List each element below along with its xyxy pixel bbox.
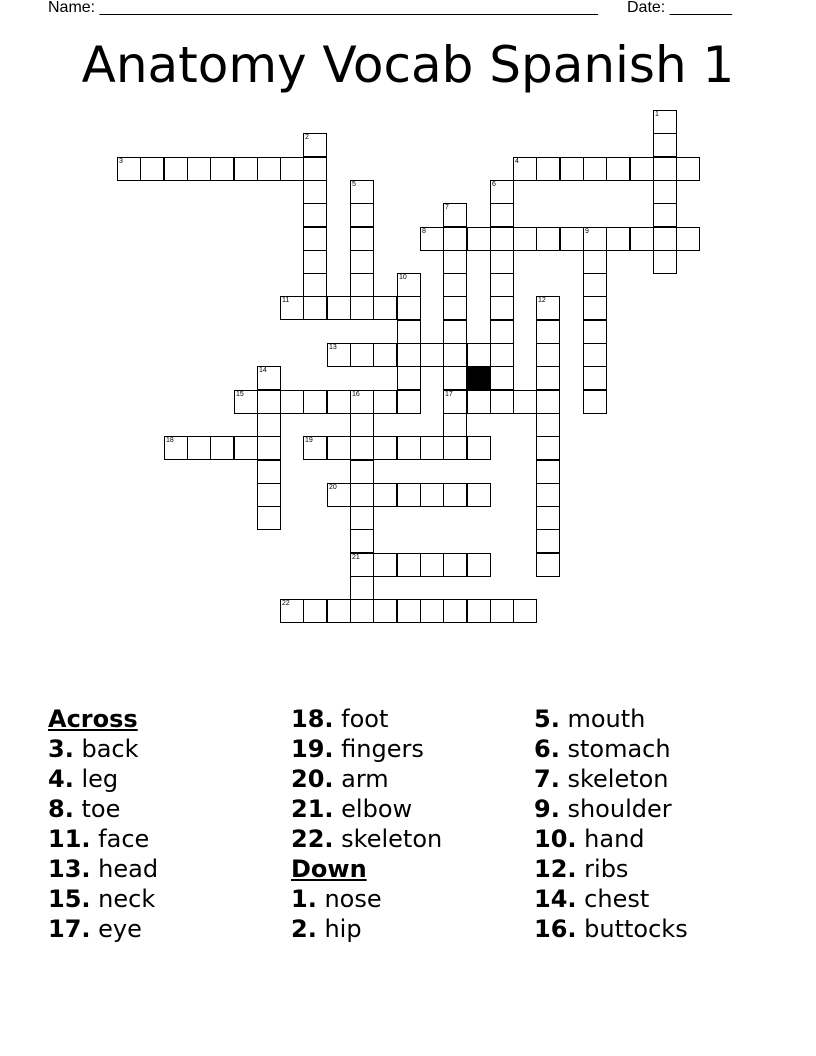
- crossword-cell[interactable]: [513, 227, 537, 251]
- crossword-cell[interactable]: [397, 273, 421, 297]
- crossword-cell[interactable]: [350, 203, 374, 227]
- crossword-cell[interactable]: [583, 273, 607, 297]
- crossword-cell[interactable]: [536, 436, 560, 460]
- crossword-cell[interactable]: [303, 227, 327, 251]
- crossword-cell[interactable]: [164, 157, 188, 181]
- crossword-cell[interactable]: [303, 157, 327, 181]
- clue-text: eye: [98, 915, 142, 943]
- crossword-cell[interactable]: [653, 203, 677, 227]
- crossword-cell[interactable]: [536, 320, 560, 344]
- crossword-cell[interactable]: [257, 157, 281, 181]
- crossword-cell[interactable]: [257, 413, 281, 437]
- crossword-cell[interactable]: [303, 180, 327, 204]
- crossword-cell[interactable]: [350, 553, 374, 577]
- clue-number: 7.: [534, 765, 560, 793]
- crossword-cell[interactable]: [327, 436, 351, 460]
- crossword-cell[interactable]: [467, 553, 491, 577]
- crossword-cell[interactable]: [117, 157, 141, 181]
- crossword-cell[interactable]: [257, 460, 281, 484]
- name-line: Name: ________________________________________________________: [48, 0, 598, 16]
- crossword-cell[interactable]: [257, 483, 281, 507]
- crossword-cell[interactable]: [373, 343, 397, 367]
- crossword-cell[interactable]: [397, 483, 421, 507]
- crossword-cell[interactable]: [653, 157, 677, 181]
- crossword-cell[interactable]: [467, 483, 491, 507]
- crossword-cell[interactable]: [630, 227, 654, 251]
- cell-number: 14: [259, 367, 267, 374]
- crossword-cell[interactable]: [536, 227, 560, 251]
- crossword-cell[interactable]: [350, 483, 374, 507]
- crossword-cell[interactable]: [467, 343, 491, 367]
- crossword-cell[interactable]: [490, 203, 514, 227]
- crossword-cell[interactable]: [653, 227, 677, 251]
- crossword-cell[interactable]: [490, 250, 514, 274]
- clue-section-heading: Down: [291, 855, 367, 883]
- clue-number: 3.: [48, 735, 74, 763]
- crossword-cell[interactable]: [234, 157, 258, 181]
- crossword-cell[interactable]: [606, 227, 630, 251]
- crossword-cell[interactable]: [373, 553, 397, 577]
- clue-item: [534, 704, 774, 734]
- crossword-cell[interactable]: [536, 157, 560, 181]
- crossword-cell[interactable]: [373, 390, 397, 414]
- clue-number: 19.: [291, 735, 334, 763]
- crossword-cell[interactable]: [350, 250, 374, 274]
- cell-number: 1: [655, 111, 659, 118]
- cell-number: 12: [538, 297, 546, 304]
- crossword-cell[interactable]: [350, 506, 374, 530]
- crossword-cell[interactable]: [350, 576, 374, 600]
- crossword-cell[interactable]: [467, 227, 491, 251]
- clue-item: [291, 704, 531, 734]
- clue-number: 1.: [291, 885, 317, 913]
- crossword-cell[interactable]: [490, 320, 514, 344]
- crossword-cell[interactable]: [327, 390, 351, 414]
- crossword-cell[interactable]: [583, 227, 607, 251]
- clue-text: buttocks: [584, 915, 688, 943]
- crossword-cell[interactable]: [513, 390, 537, 414]
- cell-number: 3: [119, 158, 123, 165]
- crossword-cell[interactable]: [490, 343, 514, 367]
- crossword-cell[interactable]: [490, 599, 514, 623]
- cell-number: 7: [445, 204, 449, 211]
- clue-text: skeleton: [341, 825, 443, 853]
- crossword-cell[interactable]: [490, 366, 514, 390]
- clue-text: face: [98, 825, 150, 853]
- cell-number: 4: [515, 158, 519, 165]
- crossword-cell[interactable]: [443, 599, 467, 623]
- crossword-cell[interactable]: [303, 133, 327, 157]
- crossword-cell[interactable]: [536, 506, 560, 530]
- clue-item: [291, 884, 531, 914]
- crossword-cell[interactable]: [397, 366, 421, 390]
- clue-text: ribs: [584, 855, 629, 883]
- crossword-cell[interactable]: [513, 599, 537, 623]
- crossword-cell[interactable]: [490, 296, 514, 320]
- cell-number: 5: [352, 181, 356, 188]
- clue-number: 6.: [534, 735, 560, 763]
- crossword-cell[interactable]: [443, 273, 467, 297]
- crossword-cell[interactable]: [467, 599, 491, 623]
- clue-item: [48, 734, 288, 764]
- crossword-cell[interactable]: [420, 599, 444, 623]
- clue-text: hip: [324, 915, 362, 943]
- crossword-cell[interactable]: [560, 157, 584, 181]
- clue-item: [291, 794, 531, 824]
- crossword-cell[interactable]: [443, 413, 467, 437]
- crossword-cell[interactable]: [350, 273, 374, 297]
- crossword-cell[interactable]: [397, 320, 421, 344]
- crossword-cell[interactable]: [257, 436, 281, 460]
- crossword-cell[interactable]: [140, 157, 164, 181]
- clue-number: 10.: [534, 825, 577, 853]
- clue-item: [534, 794, 774, 824]
- crossword-cell[interactable]: [443, 483, 467, 507]
- crossword-cell[interactable]: [187, 157, 211, 181]
- cell-number: 19: [305, 437, 313, 444]
- crossword-cell[interactable]: [327, 296, 351, 320]
- crossword-cell[interactable]: [653, 250, 677, 274]
- crossword-cell[interactable]: [536, 413, 560, 437]
- crossword-cell[interactable]: [490, 273, 514, 297]
- crossword-cell[interactable]: [187, 436, 211, 460]
- crossword-cell[interactable]: [280, 390, 304, 414]
- clue-column-3: [534, 704, 774, 944]
- cell-number: 6: [492, 181, 496, 188]
- clue-item: [48, 884, 288, 914]
- clue-number: 20.: [291, 765, 334, 793]
- cell-number: 22: [282, 600, 290, 607]
- crossword-cell[interactable]: [443, 343, 467, 367]
- clue-number: 2.: [291, 915, 317, 943]
- page-title: Anatomy Vocab Spanish 1: [81, 36, 735, 94]
- crossword-cell[interactable]: [303, 250, 327, 274]
- crossword-cell[interactable]: [280, 599, 304, 623]
- clue-number: 12.: [534, 855, 577, 883]
- clue-text: hand: [584, 825, 645, 853]
- crossword-cell[interactable]: [303, 203, 327, 227]
- clue-item: [48, 854, 288, 884]
- crossword-cell[interactable]: [397, 599, 421, 623]
- clue-text: neck: [98, 885, 156, 913]
- cell-number: 9: [585, 228, 589, 235]
- clue-item: [534, 734, 774, 764]
- clue-text: back: [81, 735, 139, 763]
- crossword-cell[interactable]: [210, 436, 234, 460]
- clue-number: 18.: [291, 705, 334, 733]
- crossword-cell[interactable]: [373, 296, 397, 320]
- cell-number: 2: [305, 134, 309, 141]
- clue-number: 17.: [48, 915, 91, 943]
- crossword-block-cell: [467, 366, 491, 390]
- crossword-cell[interactable]: [397, 343, 421, 367]
- crossword-cell[interactable]: [536, 460, 560, 484]
- cell-number: 13: [329, 344, 337, 351]
- cell-number: 15: [236, 391, 244, 398]
- crossword-cell[interactable]: [303, 599, 327, 623]
- crossword-cell[interactable]: [303, 296, 327, 320]
- clue-text: stomach: [567, 735, 671, 763]
- crossword-cell[interactable]: [280, 296, 304, 320]
- clue-text: elbow: [341, 795, 413, 823]
- cell-number: 11: [282, 297, 290, 304]
- crossword-cell[interactable]: [210, 157, 234, 181]
- crossword-cell[interactable]: [443, 296, 467, 320]
- crossword-cell[interactable]: [583, 366, 607, 390]
- crossword-cell[interactable]: [350, 180, 374, 204]
- clue-item: [291, 764, 531, 794]
- crossword-cell[interactable]: [676, 227, 700, 251]
- crossword-cell[interactable]: [467, 390, 491, 414]
- clue-item: [291, 914, 531, 944]
- crossword-cell[interactable]: [630, 157, 654, 181]
- clue-item: [291, 734, 531, 764]
- date-line: Date: _______: [627, 0, 732, 16]
- cell-number: 16: [352, 391, 360, 398]
- clue-item: [48, 824, 288, 854]
- crossword-cell[interactable]: [420, 436, 444, 460]
- crossword-cell[interactable]: [350, 227, 374, 251]
- crossword-cell[interactable]: [583, 296, 607, 320]
- crossword-cell[interactable]: [303, 436, 327, 460]
- crossword-cell[interactable]: [606, 157, 630, 181]
- clue-number: 22.: [291, 825, 334, 853]
- clue-number: 4.: [48, 765, 74, 793]
- clue-number: 13.: [48, 855, 91, 883]
- crossword-cell[interactable]: [327, 343, 351, 367]
- crossword-cell[interactable]: [257, 390, 281, 414]
- clue-number: 8.: [48, 795, 74, 823]
- crossword-cell[interactable]: [536, 529, 560, 553]
- crossword-cell[interactable]: [350, 296, 374, 320]
- clue-item: [534, 824, 774, 854]
- crossword-cell[interactable]: [420, 227, 444, 251]
- crossword-cell[interactable]: [443, 203, 467, 227]
- crossword-cell[interactable]: [257, 366, 281, 390]
- crossword-cell[interactable]: [327, 483, 351, 507]
- crossword-cell[interactable]: [536, 366, 560, 390]
- clue-text: nose: [324, 885, 382, 913]
- clue-text: skeleton: [567, 765, 669, 793]
- cell-number: 8: [422, 228, 426, 235]
- crossword-cell[interactable]: [327, 599, 351, 623]
- crossword-cell[interactable]: [350, 460, 374, 484]
- crossword-cell[interactable]: [653, 110, 677, 134]
- clue-number: 14.: [534, 885, 577, 913]
- crossword-cell[interactable]: [443, 436, 467, 460]
- clue-text: chest: [584, 885, 650, 913]
- clue-item: [534, 914, 774, 944]
- clue-number: 16.: [534, 915, 577, 943]
- clue-text: shoulder: [567, 795, 672, 823]
- crossword-cell[interactable]: [513, 157, 537, 181]
- clue-number: 21.: [291, 795, 334, 823]
- crossword-cell[interactable]: [676, 157, 700, 181]
- crossword-cell[interactable]: [443, 227, 467, 251]
- crossword-cell[interactable]: [443, 250, 467, 274]
- crossword-cell[interactable]: [536, 296, 560, 320]
- crossword-cell[interactable]: [490, 390, 514, 414]
- crossword-cell[interactable]: [536, 390, 560, 414]
- crossword-cell[interactable]: [350, 343, 374, 367]
- crossword-cell[interactable]: [303, 390, 327, 414]
- crossword-cell[interactable]: [583, 320, 607, 344]
- cell-number: 20: [329, 484, 337, 491]
- crossword-cell[interactable]: [397, 296, 421, 320]
- crossword-cell[interactable]: [420, 483, 444, 507]
- crossword-cell[interactable]: [350, 436, 374, 460]
- crossword-cell[interactable]: [164, 436, 188, 460]
- crossword-cell[interactable]: [373, 483, 397, 507]
- crossword-cell[interactable]: [234, 390, 258, 414]
- crossword-cell[interactable]: [443, 366, 467, 390]
- crossword-cell[interactable]: [420, 553, 444, 577]
- crossword-cell[interactable]: [467, 436, 491, 460]
- cell-number: 10: [399, 274, 407, 281]
- clue-number: 15.: [48, 885, 91, 913]
- crossword-cell[interactable]: [560, 227, 584, 251]
- crossword-cell[interactable]: [490, 180, 514, 204]
- crossword-cell[interactable]: [443, 320, 467, 344]
- clue-item: [48, 914, 288, 944]
- clue-text: leg: [81, 765, 119, 793]
- clue-item: [48, 794, 288, 824]
- clue-number: 9.: [534, 795, 560, 823]
- clue-column-2: [291, 704, 531, 944]
- crossword-cell[interactable]: [234, 436, 258, 460]
- clue-number: 5.: [534, 705, 560, 733]
- clue-item: [291, 824, 531, 854]
- crossword-cell[interactable]: [397, 436, 421, 460]
- crossword-cell[interactable]: [303, 273, 327, 297]
- clue-text: fingers: [341, 735, 424, 763]
- crossword-cell[interactable]: [443, 390, 467, 414]
- crossword-cell[interactable]: [350, 529, 374, 553]
- crossword-cell[interactable]: [257, 506, 281, 530]
- clue-text: toe: [81, 795, 121, 823]
- crossword-cell[interactable]: [583, 343, 607, 367]
- crossword-cell[interactable]: [443, 553, 467, 577]
- crossword-cell[interactable]: [373, 436, 397, 460]
- crossword-cell[interactable]: [280, 157, 304, 181]
- crossword-cell[interactable]: [397, 390, 421, 414]
- clue-text: foot: [341, 705, 389, 733]
- crossword-cell[interactable]: [536, 553, 560, 577]
- clue-item: [534, 854, 774, 884]
- clue-section-heading: Across: [48, 705, 138, 733]
- cell-number: 17: [445, 391, 453, 398]
- clue-column-1: [48, 704, 288, 944]
- clue-item: [534, 764, 774, 794]
- clue-text: arm: [341, 765, 389, 793]
- clue-text: head: [98, 855, 159, 883]
- crossword-cell[interactable]: [653, 180, 677, 204]
- crossword-cell[interactable]: [350, 599, 374, 623]
- crossword-cell[interactable]: [583, 390, 607, 414]
- crossword-cell[interactable]: [490, 227, 514, 251]
- crossword-cell[interactable]: [397, 553, 421, 577]
- crossword-cell[interactable]: [350, 390, 374, 414]
- crossword-cell[interactable]: [350, 413, 374, 437]
- clue-item: [534, 884, 774, 914]
- crossword-cell[interactable]: [583, 157, 607, 181]
- crossword-cell[interactable]: [373, 599, 397, 623]
- clue-item: [48, 764, 288, 794]
- crossword-cell[interactable]: [536, 343, 560, 367]
- crossword-cell[interactable]: [420, 343, 444, 367]
- crossword-cell[interactable]: [536, 483, 560, 507]
- clue-text: mouth: [567, 705, 646, 733]
- cell-number: 18: [166, 437, 174, 444]
- crossword-cell[interactable]: [583, 250, 607, 274]
- clue-number: 11.: [48, 825, 91, 853]
- crossword-cell[interactable]: [653, 133, 677, 157]
- cell-number: 21: [352, 554, 360, 561]
